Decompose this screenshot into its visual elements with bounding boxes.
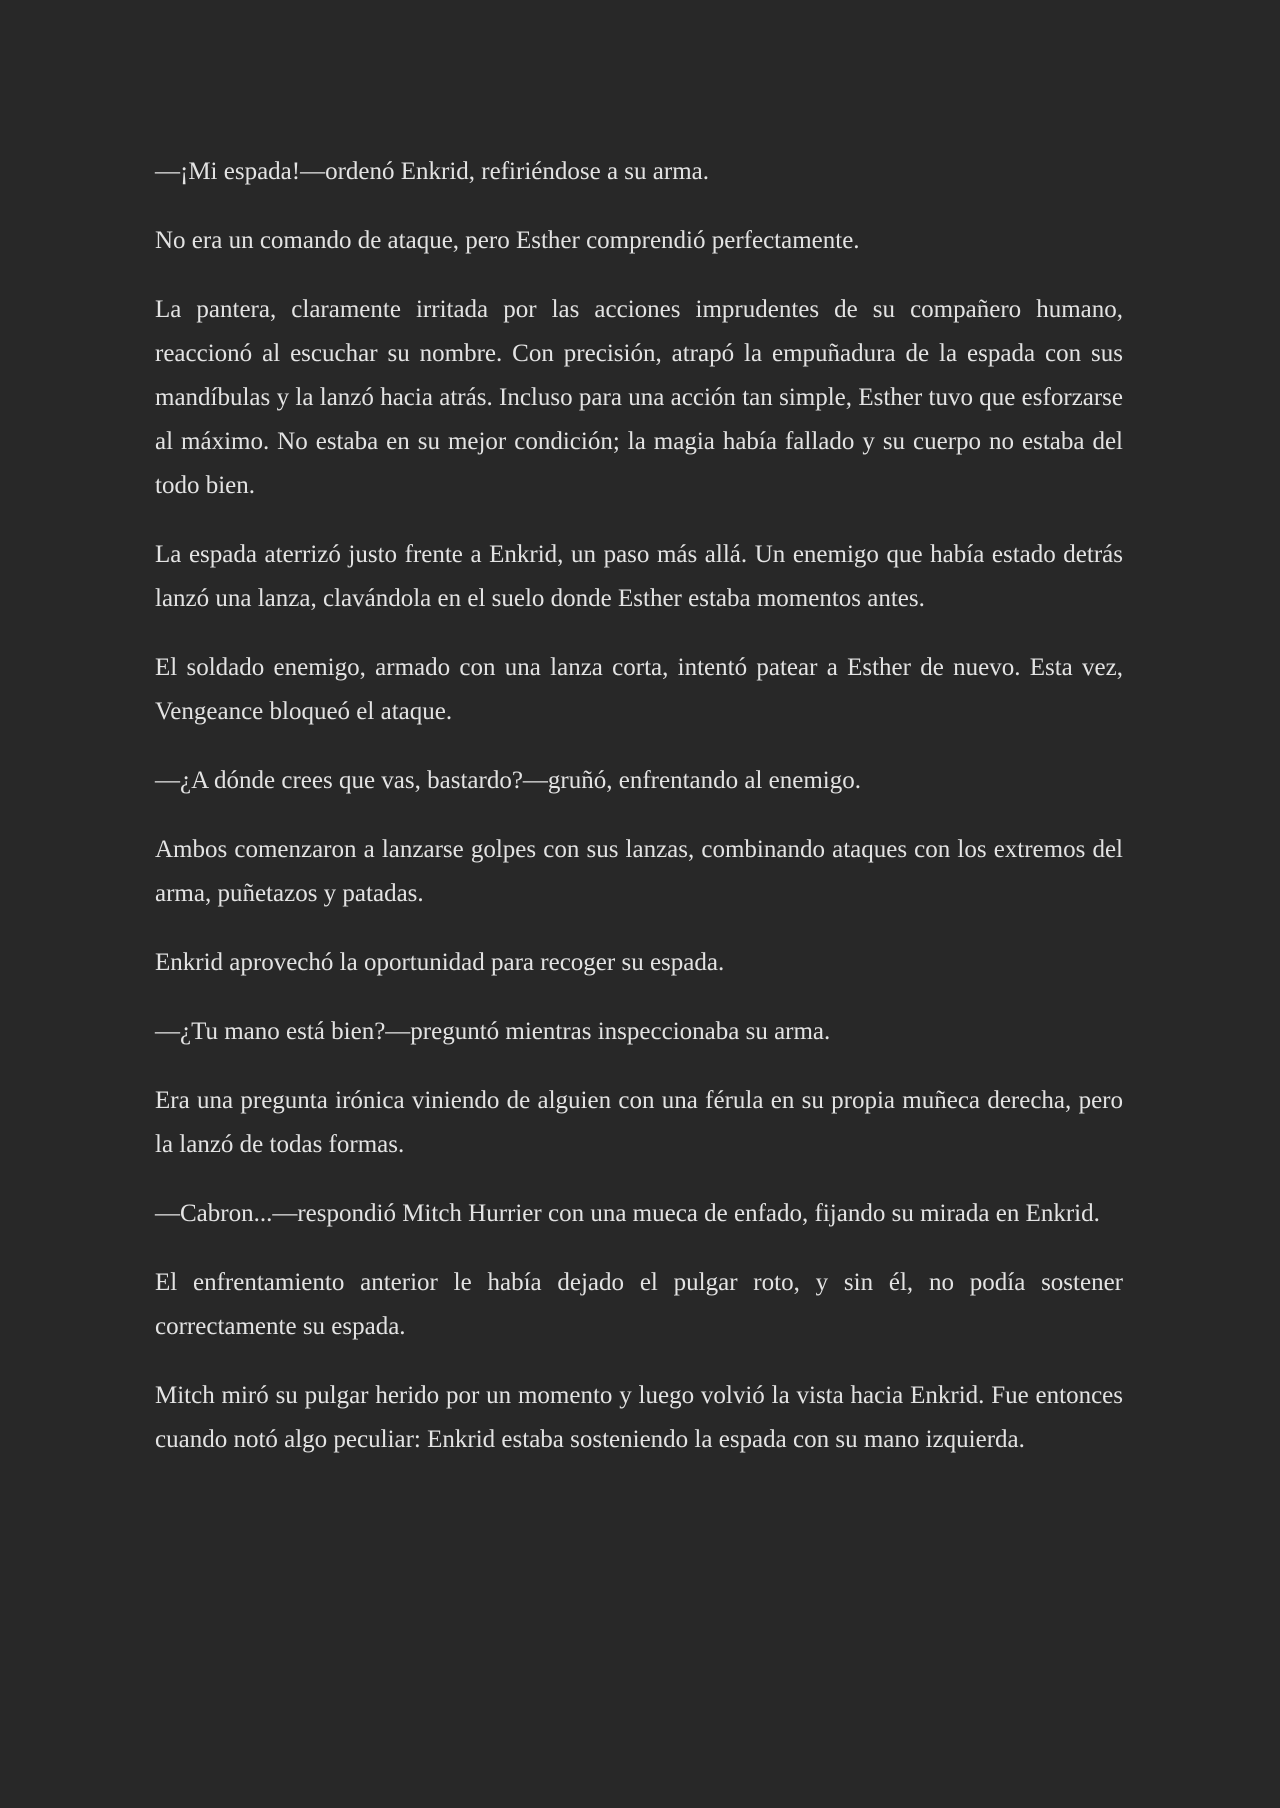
paragraph-10: Era una pregunta irónica viniendo de alguien con una férula en su propia muñeca derecha, pero la lanzó de todas formas. [155,1087,1123,1158]
paragraph-2: No era un comando de ataque, pero Esther comprendió perfectamente. [155,227,860,254]
paragraph-5: El soldado enemigo, armado con una lanza corta, intentó patear a Esther de nuevo. Esta vez, Vengeance bloqueó el ataque. [155,654,1123,725]
chapter-text [155,150,1123,1487]
paragraph-3: La pantera, claramente irritada por las acciones imprudentes de su compañero humano, reaccionó al escuchar su nombre. Con precisión, atrapó la empuñadura de la espada con sus mandíbulas y la lanzó hacia atrás. Incluso para una acción tan simple, Esther tuvo que esforzarse al máximo. No estaba en su mejor condición; la magia había fallado y su cuerpo no estaba del todo bien. [155,296,1123,499]
paragraph-7: Ambos comenzaron a lanzarse golpes con sus lanzas, combinando ataques con los extremos del arma, puñetazos y patadas. [155,836,1123,907]
paragraph-4: La espada aterrizó justo frente a Enkrid, un paso más allá. Un enemigo que había estado detrás lanzó una lanza, clavándola en el suelo donde Esther estaba momentos antes. [155,541,1123,612]
paragraph-6: —¿A dónde crees que vas, bastardo?—gruñó, enfrentando al enemigo. [155,767,862,794]
paragraph-13: Mitch miró su pulgar herido por un momento y luego volvió la vista hacia Enkrid. Fue entonces cuando notó algo peculiar: Enkrid estaba sosteniendo la espada con su mano izquierda. [155,1382,1123,1453]
paragraph-12: El enfrentamiento anterior le había dejado el pulgar roto, y sin él, no podía sostener correctamente su espada. [155,1269,1123,1340]
paragraph-1: —¡Mi espada!—ordenó Enkrid, refiriéndose a su arma. [155,158,709,185]
paragraph-9: —¿Tu mano está bien?—preguntó mientras inspeccionaba su arma. [155,1018,831,1045]
paragraph-11: —Cabron...—respondió Mitch Hurrier con una mueca de enfado, fijando su mirada en Enkrid. [155,1200,1100,1227]
paragraph-8: Enkrid aprovechó la oportunidad para recoger su espada. [155,949,725,976]
